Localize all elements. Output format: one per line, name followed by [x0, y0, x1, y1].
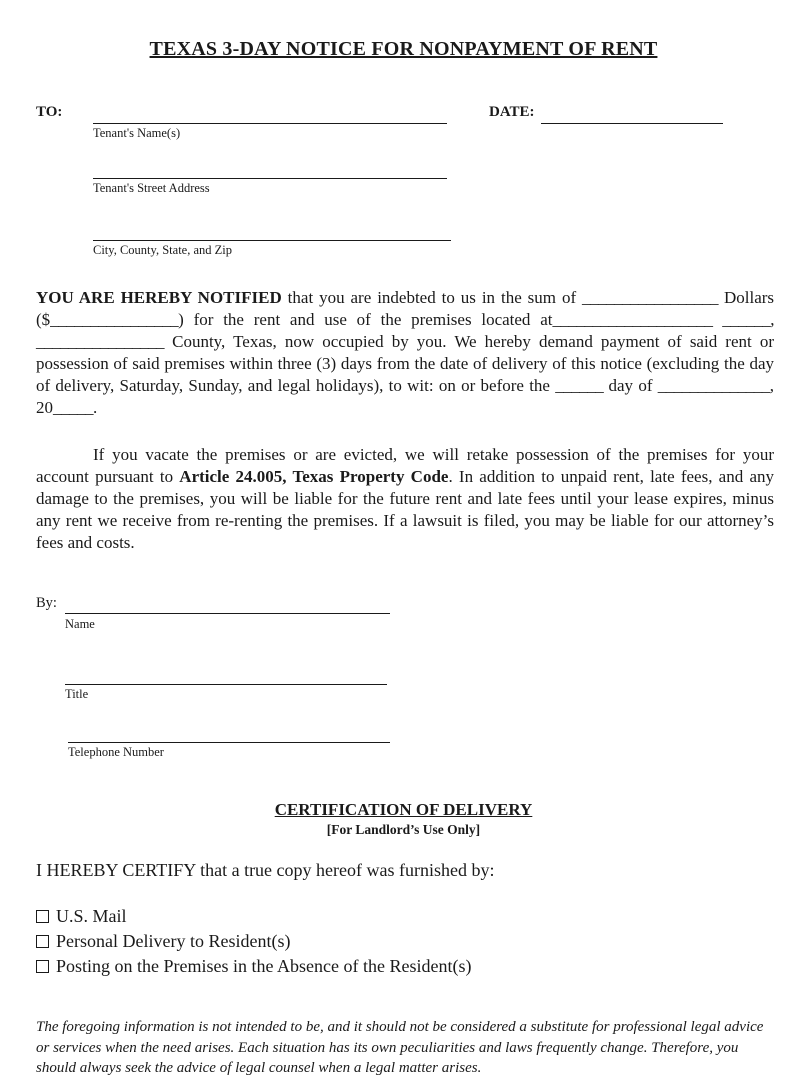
signer-phone-field[interactable] [68, 742, 390, 743]
tenant-street-caption: Tenant's Street Address [93, 181, 210, 195]
signer-title-caption: Title [65, 687, 89, 701]
delivery-option-label: U.S. Mail [56, 906, 127, 926]
tenant-name-field[interactable] [93, 123, 447, 124]
vacate-text: If you vacate the premises or are evicted, we will retake possession of the premises for your account pursuant to [36, 445, 774, 486]
certification-subtitle: [For Landlord’s Use Only] [326, 822, 481, 837]
certification-title: CERTIFICATION OF DELIVERY [274, 800, 533, 819]
by-label: By: [36, 595, 57, 611]
delivery-option-mail[interactable] [36, 906, 127, 927]
year-blank[interactable]: _____ [53, 398, 93, 417]
premises-address-blank[interactable]: ____________________ [552, 310, 713, 329]
premises-city-county-blank[interactable]: ______, ________________ [36, 310, 775, 351]
notice-paragraph [36, 287, 774, 419]
checkbox-icon[interactable] [36, 960, 49, 973]
notice-text: ) for the rent and use of the premises located at [178, 310, 553, 329]
legal-disclaimer: The foregoing information is not intended to be, and it should not be considered a substitute for professional legal advice or services when the need arises. Each situation has its own peculiarities and laws frequently change. Therefore, you should always seek the advice of legal counsel when a legal matter arises. [36, 1019, 764, 1076]
checkbox-icon[interactable] [36, 910, 49, 923]
signer-title-field[interactable] [65, 684, 387, 685]
notice-lead: YOU ARE HEREBY NOTIFIED [36, 288, 282, 307]
amount-words-blank[interactable]: _________________ [582, 288, 719, 307]
date-label: DATE: [489, 104, 535, 120]
tenant-city-field[interactable] [93, 240, 451, 241]
amount-dollars-blank[interactable]: ________________ [50, 310, 179, 329]
delivery-option-personal[interactable] [36, 931, 290, 952]
notice-text: Dollars ($ [36, 288, 775, 329]
checkbox-icon[interactable] [36, 935, 49, 948]
delivery-option-posting[interactable] [36, 956, 471, 977]
tenant-street-field[interactable] [93, 178, 447, 179]
date-field[interactable] [541, 123, 723, 124]
notice-text: that you are indebted to us in the sum of [281, 288, 583, 307]
tenant-name-caption: Tenant's Name(s) [93, 126, 181, 140]
day-blank[interactable]: ______ [555, 376, 604, 395]
vacate-text: . In addition to unpaid rent, late fees, and any damage to the premises, you will be liable for the future rent and late fees until your lease expires, minus any rent we receive from re-renting the premises. If a lawsuit is filed, you may be liable for our attorney’s fees and costs. [36, 467, 774, 552]
article-reference: Article 24.005, Texas Property Code [179, 467, 449, 486]
signer-phone-caption: Telephone Number [68, 745, 164, 759]
vacate-paragraph [36, 444, 774, 554]
certification-statement: I HEREBY CERTIFY that a true copy hereof was furnished by: [36, 860, 495, 880]
signer-name-field[interactable] [65, 613, 390, 614]
notice-text: County, Texas, now occupied by you. We hereby demand payment of said rent or possession of said premises within three (3) days from the date of delivery of this notice (excluding the day of delivery, Saturday, Sunday, and legal holidays), to wit: on or before the [36, 332, 774, 395]
delivery-option-label: Personal Delivery to Resident(s) [56, 931, 291, 951]
notice-text: , 20 [36, 376, 774, 417]
notice-text: . [93, 398, 98, 417]
delivery-option-label: Posting on the Premises in the Absence of the Resident(s) [56, 956, 472, 976]
document-title: TEXAS 3-DAY NOTICE FOR NONPAYMENT OF RENT [149, 38, 658, 60]
signer-name-caption: Name [65, 617, 95, 631]
month-blank[interactable]: ______________ [657, 376, 770, 395]
tenant-city-caption: City, County, State, and Zip [93, 243, 232, 257]
notice-text: day of [603, 376, 658, 395]
to-label: TO: [36, 104, 63, 120]
